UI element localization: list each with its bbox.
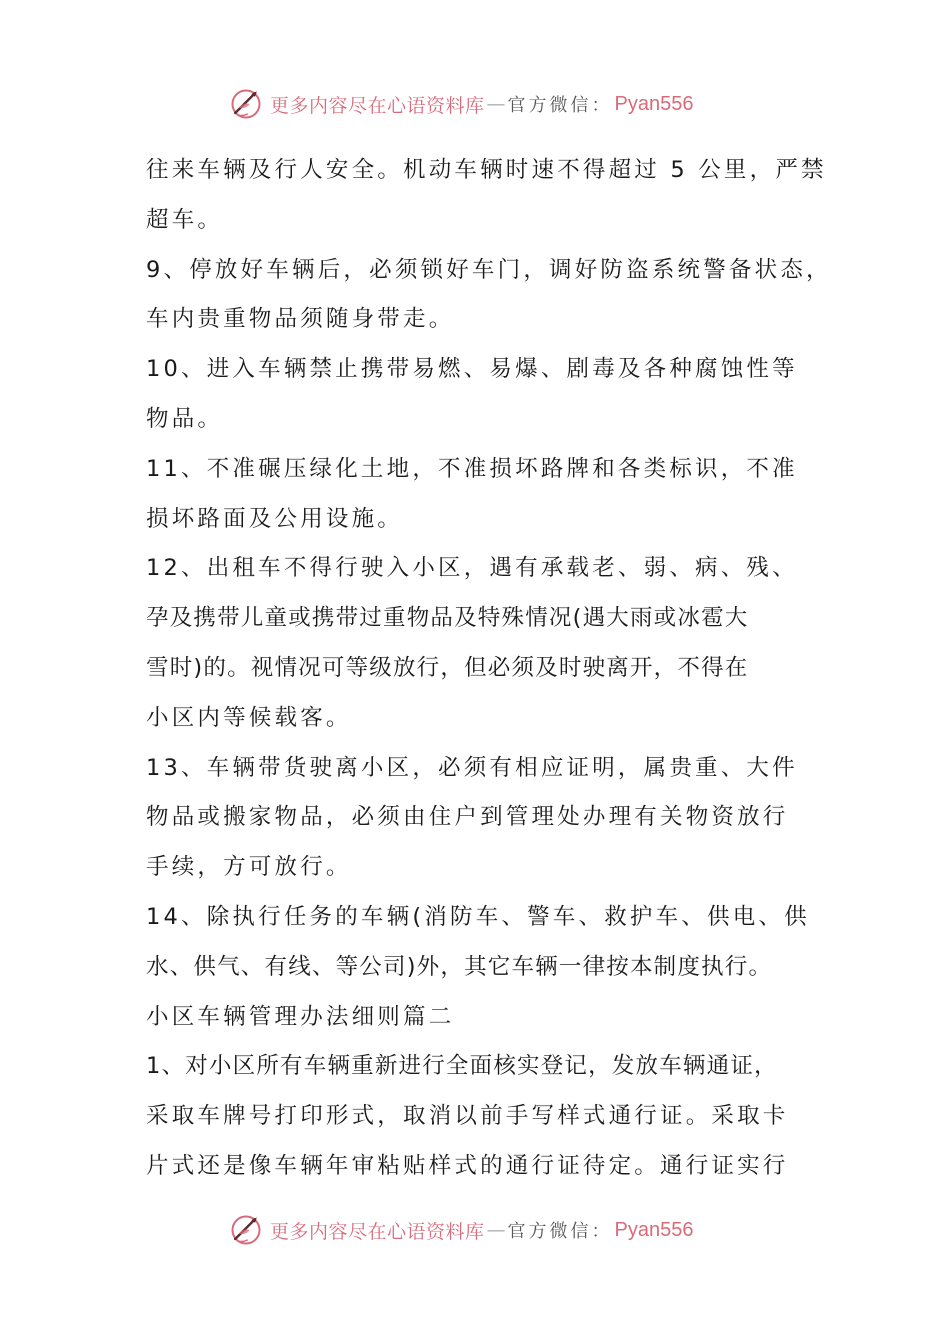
section-heading: 小区车辆管理办法细则篇二	[146, 1003, 455, 1030]
body-line-9: 12、出租车不得行驶入小区，遇有承载老、弱、病、残、	[146, 555, 798, 582]
body-line-2: 超车。	[146, 206, 224, 233]
banner-title: 更多内容尽在心语资料库	[270, 1220, 485, 1243]
body-line-17: 水、供气、有线、等公司)外，其它车辆一律按本制度执行。	[146, 953, 773, 980]
body-line-12: 小区内等候载客。	[146, 704, 352, 731]
footer-banner	[228, 1210, 693, 1250]
body-line-21: 片式还是像车辆年审粘贴样式的通行证待定。通行证实行	[146, 1152, 789, 1179]
body-line-5: 10、进入车辆禁止携带易燃、易爆、剧毒及各种腐蚀性等	[146, 356, 798, 383]
banner-title: 更多内容尽在心语资料库	[270, 94, 485, 117]
body-line-13: 13、车辆带货驶离小区，必须有相应证明，属贵重、大件	[146, 754, 798, 781]
header-banner	[228, 84, 693, 124]
body-line-14: 物品或搬家物品，必须由住户到管理处办理有关物资放行	[146, 804, 789, 831]
body-line-8: 损坏路面及公用设施。	[146, 505, 404, 532]
document-body	[146, 146, 832, 1192]
banner-wechat-label: 官方微信：	[507, 95, 613, 116]
body-line-20: 采取车牌号打印形式，取消以前手写样式通行证。采取卡	[146, 1103, 789, 1130]
body-line-19: 1、对小区所有车辆重新进行全面核实登记，发放车辆通证，	[146, 1053, 778, 1080]
pen-logo-icon	[228, 1212, 264, 1248]
banner-wechat-id: Pyan556	[614, 1218, 694, 1241]
body-line-16: 14、除执行任务的车辆(消防车、警车、救护车、供电、供	[146, 903, 810, 930]
body-line-15: 手续，方可放行。	[146, 854, 352, 881]
pen-logo-icon	[228, 86, 264, 122]
body-line-6: 物品。	[146, 405, 224, 432]
body-line-7: 11、不准碾压绿化土地，不准损坏路牌和各类标识，不准	[146, 455, 798, 482]
banner-dash: —	[486, 1219, 506, 1241]
body-line-11: 雪时)的。视情况可等级放行，但必须及时驶离开，不得在	[146, 654, 749, 681]
banner-dash: —	[486, 93, 506, 115]
body-line-4: 车内贵重物品须随身带走。	[146, 306, 455, 333]
body-line-10: 孕及携带儿童或携带过重物品及特殊情况(遇大雨或冰雹大	[146, 605, 749, 632]
body-line-3: 9、停放好车辆后，必须锁好车门，调好防盗系统警备状态，	[146, 256, 832, 283]
body-line-1: 往来车辆及行人安全。机动车辆时速不得超过 5 公里，严禁	[146, 157, 827, 183]
banner-wechat-label: 官方微信：	[507, 1221, 613, 1242]
banner-wechat-id: Pyan556	[614, 92, 694, 115]
